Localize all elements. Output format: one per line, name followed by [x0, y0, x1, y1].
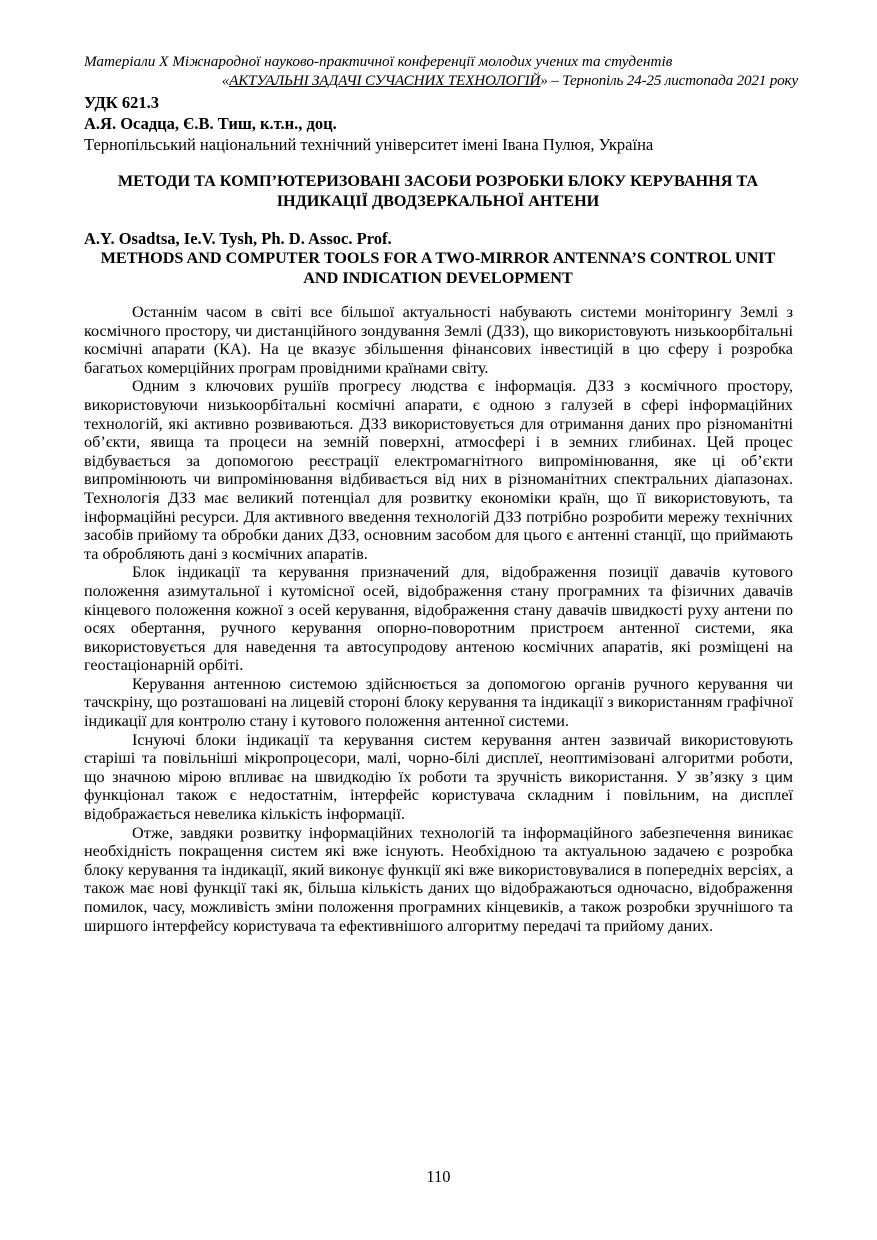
udk-code: УДК 621.3 — [84, 93, 160, 112]
paragraph: Існуючі блоки індикації та керування систем керування антен зазвичай використовують старіші та повільніші мікропроцесори, малі, чорно-білі дисплеї, неоптимізовані алгоритми роботи, що значною мірою впливає на швидкодію їх роботи та зручність використання. У зв’язку з цим функціонал також є недостатнім, інтерфейс користувача складним і повільним, на дисплеї відображається невелика кількість інформації. — [84, 730, 793, 824]
quote-open: « — [221, 72, 230, 89]
paragraph: Отже, завдяки розвитку інформаційних технологій та інформаційного забезпечення виникає необхідність покращення систем які вже існують. Необхідною та актуальною задачею є розробка блоку керування та індикації, який виконує функції які вже використовувалися в попередніх версіях, а також має нові функції такі як, більша кількість даних що відображаються одночасно, відображення помилок, часу, можливість зміни положення програмних кінцевиків, а також розробки зручнішого та ширшого інтерфейсу користувача та ефективнішого алгоритму передачі та прийому даних. — [84, 823, 793, 935]
conference-header — [84, 52, 798, 90]
conference-place-date: » – Тернопіль 24-25 листопада 2021 року — [540, 72, 798, 89]
paragraph: Керування антенною системою здійснюється за допомогою органів ручного керування чи тачскріну, що розташовані на лицевій стороні блоку керування та індикації з використанням графічної індикації для контролю стану і кутового положення антенної системи. — [84, 674, 793, 731]
title-ukrainian: МЕТОДИ ТА КОМП’ЮТЕРИЗОВАНІ ЗАСОБИ РОЗРОБКИ БЛОКУ КЕРУВАННЯ ТА ІНДИКАЦІЇ ДВОДЗЕРКАЛЬНОЇ АНТЕНИ — [117, 172, 759, 210]
title-english: METHODS AND COMPUTER TOOLS FOR A TWO-MIRROR ANTENNA’S CONTROL UNIT AND INDICATION DEVELOPMENT — [100, 249, 776, 287]
article-body — [84, 303, 793, 935]
article-meta — [84, 92, 798, 155]
authors-uk: А.Я. Осадца, Є.В. Тиш, к.т.н., доц. — [84, 114, 337, 133]
paragraph: Одним з ключових рушіїв прогресу людства є інформація. ДЗЗ з космічного простору, використовуючи низькоорбітальні космічні апарати, є одною з галузей в сфері інформаційних технологій, які активно розвиваються. ДЗЗ використовується для отримання даних про різноманітні об’єкти, явища та процеси на земній поверхні, атмосфері і в земних глибинах. Цей процес відбувається за допомогою реєстрації електромагнітного випромінювання, яке ці об’єкти випромінюють чи випромінювання відбивається від них в різноманітних спектральних діапазонах. Технологія ДЗЗ має великий потенціал для розвитку економіки країн, що її використовують, та інформаційні ресурси. Для активного введення технологій ДЗЗ потрібно розробити мережу технічних засобів прийому та обробки даних ДЗЗ, основним засобом для цього є антенні станції, що приймають та обробляють дані з космічних апаратів. — [84, 377, 793, 563]
conference-header-line2 — [84, 71, 798, 90]
paragraph: Блок індикації та керування призначений для, відображення позиції давачів кутового положення азимутальної і кутомісної осей, відображення стану програмних та фізичних давачів кінцевого положення кожної з осей керування, відображення стану давачів швидкості руху антени по осях обертання, ручного керування опорно-поворотним пристроєм антенної системи, яка використовується для наведення та автосупродову антеною космічних апаратів, які розміщені на геостаціонарній орбіті. — [84, 563, 793, 675]
page-number: 110 — [426, 1167, 451, 1186]
affiliation: Тернопільський національний технічний університет імені Івана Пулюя, Україна — [84, 135, 654, 154]
conference-header-line1: Матеріали X Міжнародної науково-практичної конференції молодих учених та студентів — [84, 53, 673, 70]
authors-english: A.Y. Osadtsa, Ie.V. Tysh, Ph. D. Assoc. Prof. — [84, 229, 392, 248]
paragraph: Останнім часом в світі все більшої актуальності набувають системи моніторингу Землі з космічного простору, чи дистанційного зондування Землі (ДЗЗ), що використовують низькоорбітальні космічні апарати (КА). На це вказує збільшення фінансових інвестицій в цю сферу і розробка багатьох комерційних програм провідними країнами світу. — [84, 303, 793, 377]
conference-name: АКТУАЛЬНІ ЗАДАЧІ СУЧАСНИХ ТЕХНОЛОГІЙ — [229, 72, 541, 89]
